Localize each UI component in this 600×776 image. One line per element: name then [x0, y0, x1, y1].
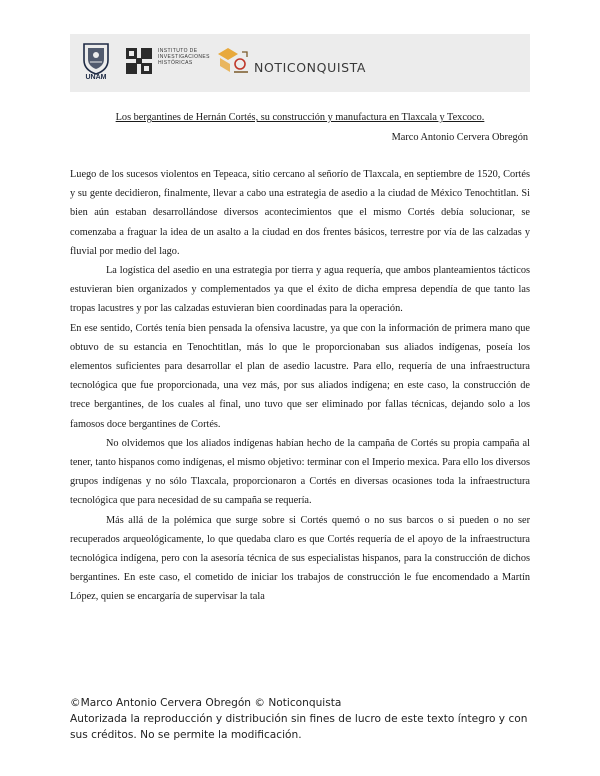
document-title: Los bergantines de Hernán Cortés, su construcción y manufactura en Tlaxcala y Texcoco. — [115, 112, 485, 123]
body-paragraph: No olvidemos que los aliados indígenas habían hecho de la campaña de Cortés su propia campaña al tener, tanto hispanos como indígenas, el mismo objetivo: terminar con el Imperio mexica. Para ello los diversos grupos indígenas y no sólo Tlaxcala, proporcionaron a Cortés en diversas ocasiones toda la infraestructura tecnológica que para necesidad de su campaña se requería. — [70, 437, 530, 507]
noticonquista-logo-icon — [214, 46, 250, 76]
iih-label-line: HISTÓRICAS — [158, 60, 193, 66]
copyright-footer — [70, 696, 540, 743]
copyright-line: ©Marco Antonio Cervera Obregón © Noticonquista — [70, 697, 342, 709]
iih-label-line: INSTITUTO DE — [158, 48, 198, 54]
body-paragraph: La logística del asedio en una estrategia por tierra y agua requería, que ambos planteamientos tácticos estuvieran bien organizados y complementados ya que el éxito de dicha empresa dependía de que tanto las tropas lacustres y por las calzadas estuvieran bien coordinadas para la operación. — [70, 265, 530, 315]
document-author: Marco Antonio Cervera Obregón — [391, 132, 528, 143]
license-line: Autorizada la reproducción y distribución sin fines de lucro de este texto íntegro y con — [70, 712, 528, 725]
license-line: sus créditos. No se permite la modificación. — [70, 728, 302, 741]
iih-label-line: INVESTIGACIONES — [158, 54, 210, 60]
document-body — [70, 165, 530, 607]
body-paragraph: Más allá de la polémica que surge sobre si Cortés quemó o no sus barcos o si pueden o no ser recuperados arqueológicamente, lo que quedaba claro es que Cortés requería de el apoyo de la infraestructura tecnológica indígena, pero con la asesoría técnica de sus especialistas hispanos, para la construcción de dichos bergantines. En este caso, el cometido de iniciar los trabajos de construcción le fue encomendado a Martín López, quien se encargaría de supervisar la tala — [70, 514, 530, 603]
iih-logo-icon — [124, 46, 154, 76]
body-paragraph: Luego de los sucesos violentos en Tepeaca, sitio cercano al señorío de Tlaxcala, en septiembre de 1520, Cortés y su gente decidieron, finalmente, llevar a cabo una estrategia de asedio a la ciudad de México Tenochtitlan. Si bien aún estaban desarrollándose diversos acontecimientos que el mismo Cortés debía solucionar, se comenzaba a fraguar la idea de un asalto a la ciudad en dos frentes básicos, terrestre por vía de las calzadas y fluvial por medio del lago. — [70, 169, 530, 257]
iih-label — [158, 48, 210, 66]
unam-label: UNAM — [85, 74, 107, 81]
body-paragraph: En ese sentido, Cortés tenía bien pensada la ofensiva lacustre, ya que con la información de primera mano que obtuvo de su estancia en Tenochtitlan, más lo que le proporcionaban sus aliados indígenas, poseía los elementos suficientes para desarrollar el plan de asedio lacustre. Para ello, requería de una infraestructura tecnológica que fue proporcionada, una vez más, por sus aliados indígena; en este caso, la construcción de trece bergantines, de los cuales al final, uno tuvo que ser eliminado por fallas técnicas, dejando solo a los famosos doce bergantines de Cortés. — [70, 322, 530, 430]
noticonquista-label: NOTICONQUISTA — [254, 60, 367, 75]
